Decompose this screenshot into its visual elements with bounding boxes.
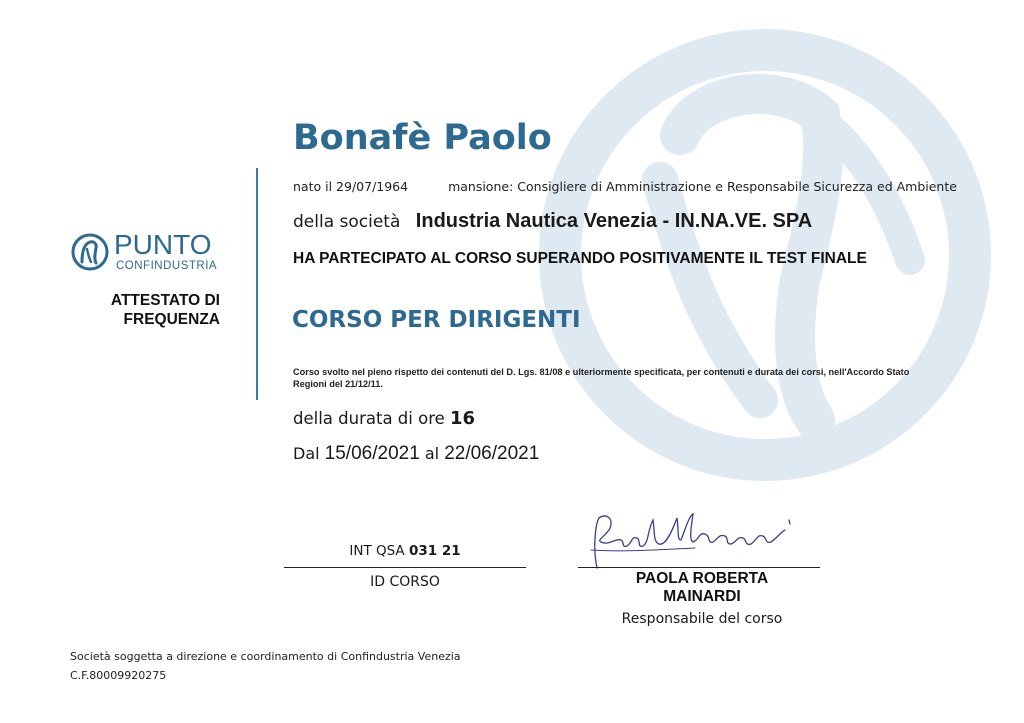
brand-name: PUNTO [114, 229, 212, 260]
course-id-value [284, 543, 526, 559]
to-label: al [424, 444, 440, 463]
signatory-name [578, 570, 826, 606]
role-label: mansione: [448, 179, 514, 194]
company-label: della società [293, 212, 401, 232]
from-label: Dal [293, 444, 320, 463]
date-range [293, 443, 539, 465]
course-id-label: ID CORSO [370, 574, 440, 590]
company-name: Industria Nautica Venezia - IN.NA.VE. SPA [415, 210, 813, 232]
legal-note: Corso svolto nel pieno rispetto dei contenuti del D. Lgs. 81/08 e ulteriormente specificata, per contenuti e durata dei corsi, nell'Accordo Stato Regioni del 21/12/11. [293, 367, 910, 389]
date-to: 22/06/2021 [444, 443, 540, 464]
course-title: CORSO PER DIRIGENTI [292, 307, 581, 333]
course-id-rule [284, 567, 526, 568]
brand-emblem-icon [70, 232, 110, 272]
footer-tax-code: C.F.80009920275 [70, 669, 167, 682]
duration-hours: 16 [450, 408, 476, 429]
course-id-prefix: INT QSA [349, 543, 405, 559]
completion-statement: HA PARTECIPATO AL CORSO SUPERANDO POSITIVAMENTE IL TEST FINALE [293, 250, 867, 267]
brand-subtitle: CONFINDUSTRIA [116, 260, 218, 272]
role-value: Consigliere di Amministrazione e Responsabile Sicurezza ed Ambiente [517, 179, 957, 194]
signatory-name-line2: MAINARDI [663, 588, 741, 605]
vertical-divider [256, 168, 258, 400]
birth-date: 29/07/1964 [336, 179, 409, 194]
footer-company-note: Società soggetta a direzione e coordinamento di Confindustria Venezia [70, 650, 461, 663]
course-id-code: 031 21 [408, 543, 461, 559]
signature-rule [578, 567, 820, 568]
signatory-role: Responsabile del corso [621, 611, 783, 627]
date-from: 15/06/2021 [324, 443, 420, 464]
certificate-type [60, 291, 220, 329]
duration-label: della durata di ore [293, 409, 445, 428]
company-line [293, 210, 812, 233]
duration-line [293, 408, 475, 429]
recipient-name: Bonafè Paolo [293, 118, 552, 158]
signatory-name-line1: PAOLA ROBERTA [635, 570, 769, 587]
recipient-details [293, 179, 957, 194]
certificate-type-line2: FREQUENZA [123, 311, 220, 328]
birth-label: nato il [293, 179, 333, 194]
punto-confindustria-logo [70, 229, 220, 276]
certificate-type-line1: ATTESTATO DI [110, 292, 220, 309]
